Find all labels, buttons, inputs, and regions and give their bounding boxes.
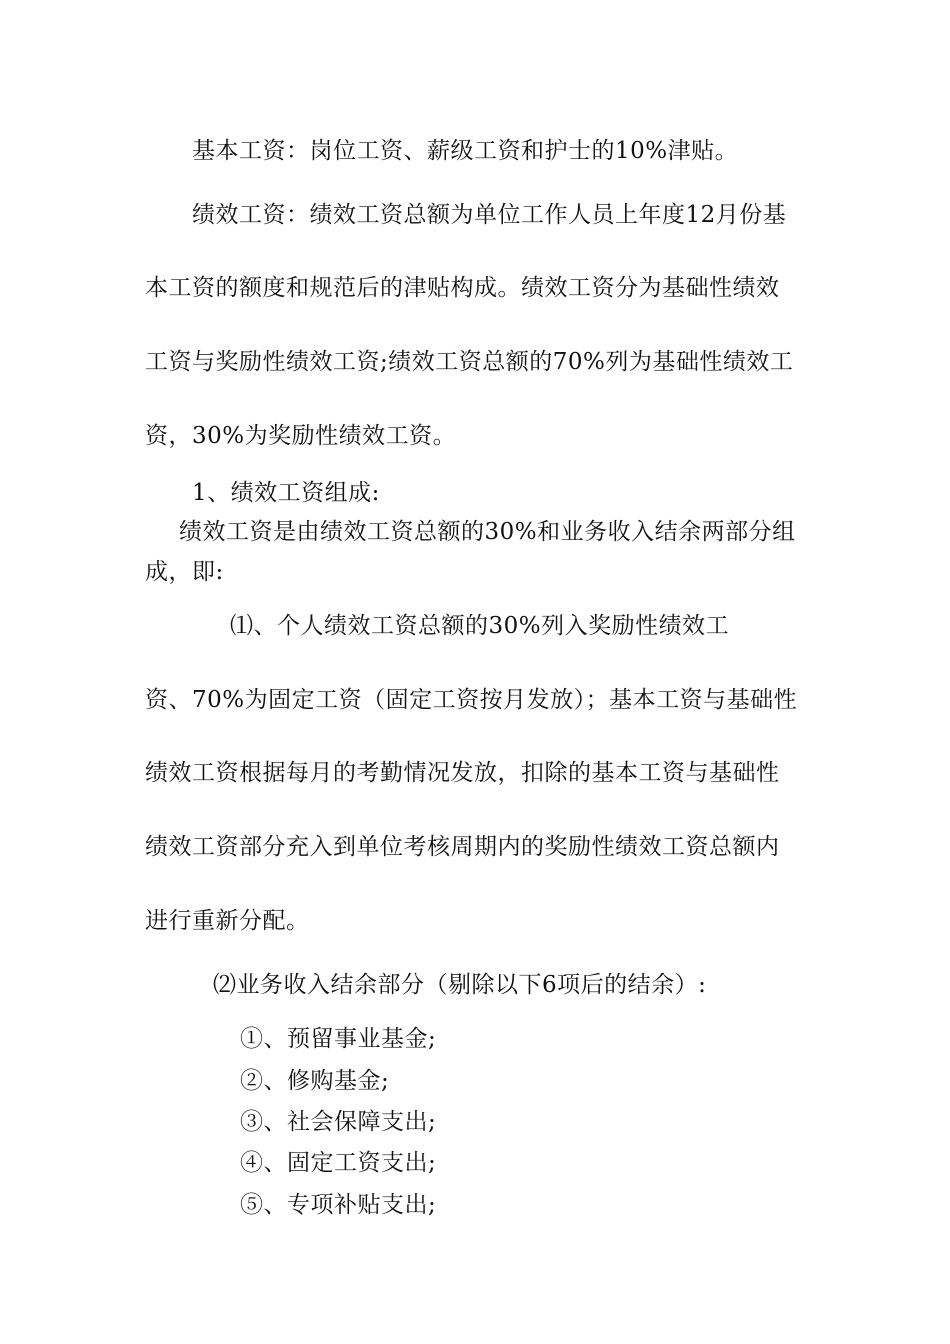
item-1-line-2: 资、70%为固定工资（固定工资按月发放）；基本工资与基础性 bbox=[145, 687, 798, 713]
performance-wage-line-4: 资，30%为奖励性绩效工资。 bbox=[145, 423, 457, 449]
list-item: ①、预留事业基金; bbox=[240, 1026, 437, 1052]
performance-wage-line-1: 绩效工资：绩效工资总额为单位工作人员上年度12月份基 bbox=[192, 202, 787, 228]
item-2-heading: ⑵业务收入结余部分（剔除以下6项后的结余）: bbox=[213, 972, 707, 998]
section-1-heading: 1、绩效工资组成: bbox=[192, 480, 380, 506]
list-item: ②、修购基金; bbox=[240, 1068, 390, 1094]
item-1-line-5: 进行重新分配。 bbox=[145, 908, 310, 934]
section-1-line-1: 绩效工资是由绩效工资总额的30%和业务收入结余两部分组 bbox=[179, 519, 796, 545]
item-1-line-3: 绩效工资根据每月的考勤情况发放，扣除的基本工资与基础性 bbox=[145, 760, 780, 786]
list-item: ③、社会保障支出; bbox=[240, 1109, 437, 1135]
basic-wage-paragraph: 基本工资：岗位工资、薪级工资和护士的10%津贴。 bbox=[192, 138, 739, 164]
section-1-line-2: 成，即: bbox=[145, 559, 224, 585]
list-item: ⑤、专项补贴支出; bbox=[240, 1192, 437, 1218]
item-1-line-4: 绩效工资部分充入到单位考核周期内的奖励性绩效工资总额内 bbox=[145, 834, 780, 860]
performance-wage-line-3: 工资与奖励性绩效工资;绩效工资总额的70%列为基础性绩效工 bbox=[145, 349, 794, 375]
performance-wage-line-2: 本工资的额度和规范后的津贴构成。绩效工资分为基础性绩效 bbox=[145, 275, 780, 301]
list-item: ④、固定工资支出; bbox=[240, 1150, 437, 1176]
item-1-line-1: ⑴、个人绩效工资总额的30%列入奖励性绩效工 bbox=[230, 613, 730, 639]
